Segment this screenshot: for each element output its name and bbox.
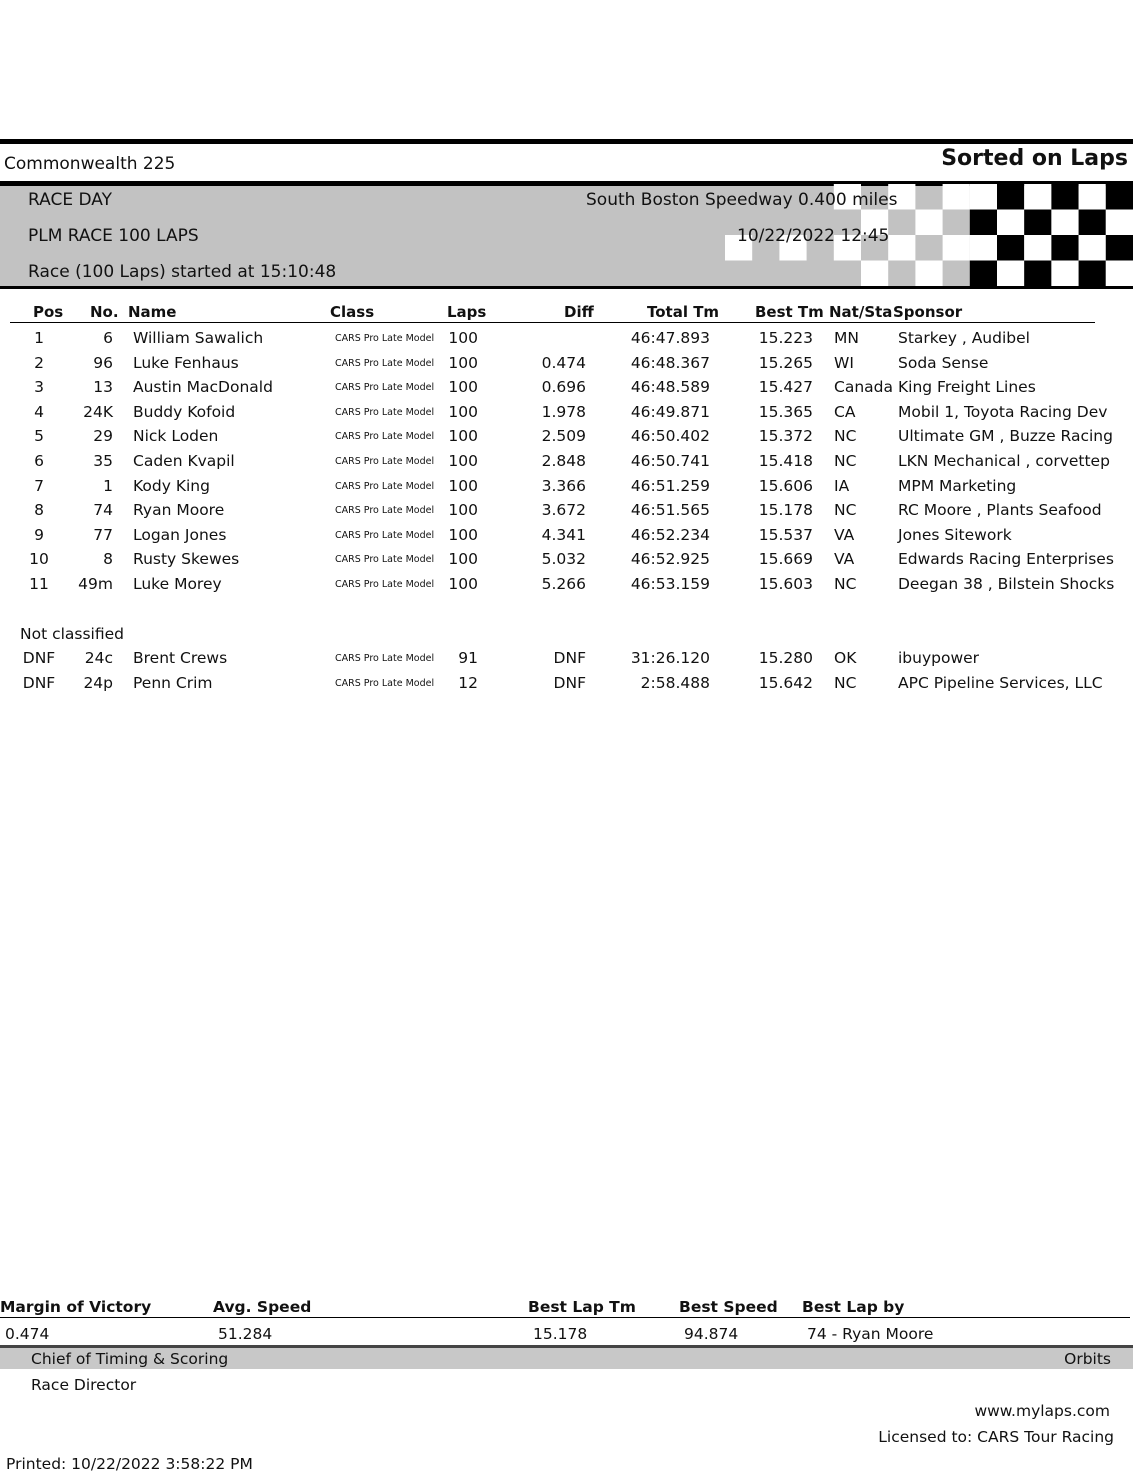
cell-class: CARS Pro Late Model [335, 456, 435, 467]
cell-best: 15.427 [758, 378, 813, 397]
cell-class: CARS Pro Late Model [335, 480, 435, 492]
cell-no: 24K [83, 402, 113, 421]
cell-no: 96 [93, 353, 113, 372]
event-name: Commonwealth 225 [4, 154, 176, 174]
cell-best: 15.372 [758, 427, 813, 446]
cell-diff: 0.474 [541, 353, 586, 372]
cell-pos: 8 [34, 501, 44, 520]
cell-nat: NC [834, 427, 857, 446]
cell-nat: IA [834, 476, 850, 495]
flag-square [1024, 210, 1051, 236]
session-name: PLM RACE 100 LAPS [28, 226, 199, 246]
track-info: South Boston Speedway 0.400 miles [586, 190, 898, 210]
table-row [0, 452, 1133, 476]
cell-pos: 6 [34, 452, 44, 470]
col-class: Class [330, 303, 375, 321]
cell-best: 15.265 [758, 353, 813, 372]
printed-timestamp: Printed: 10/22/2022 3:58:22 PM [6, 1455, 253, 1473]
cell-pos: 4 [34, 402, 44, 421]
cell-total: 46:49.871 [630, 402, 710, 421]
flag-square [1079, 184, 1106, 210]
orbits-label: Orbits [1064, 1350, 1111, 1368]
cell-name: Luke Fenhaus [133, 353, 239, 372]
cell-nat: OK [834, 649, 857, 667]
cell-total: 46:48.589 [630, 378, 710, 397]
flag-square [1024, 261, 1051, 287]
avg-speed-value: 51.284 [218, 1325, 273, 1343]
flag-square [1106, 210, 1133, 236]
table-row [0, 403, 1133, 427]
cell-name: Penn Crim [133, 674, 213, 692]
header-rule [0, 139, 1133, 144]
cell-laps: 100 [448, 501, 478, 520]
cell-sponsor: King Freight Lines [898, 378, 1036, 397]
cell-nat: VA [834, 525, 855, 544]
cell-diff: 2.848 [541, 452, 586, 470]
cell-diff: 5.032 [541, 550, 586, 569]
cell-nat: NC [834, 501, 857, 520]
flag-square [1106, 184, 1133, 210]
cell-no: 35 [93, 452, 113, 470]
cell-name: Buddy Kofoid [133, 402, 236, 421]
flag-square [915, 261, 942, 287]
flag-square [1051, 210, 1078, 236]
header-underline [10, 322, 1095, 323]
cell-total: 46:51.259 [630, 476, 710, 495]
table-row [0, 674, 1133, 698]
cell-total: 46:50.402 [630, 427, 710, 446]
cell-no: 77 [93, 525, 113, 544]
cell-no: 13 [93, 378, 113, 397]
table-row [0, 649, 1133, 673]
start-info: Race (100 Laps) started at 15:10:48 [28, 262, 337, 282]
cell-laps: 100 [448, 402, 478, 421]
cell-diff: 0.696 [541, 378, 586, 397]
sort-label: Sorted on Laps [941, 146, 1128, 171]
flag-square [1051, 184, 1078, 210]
cell-nat: NC [834, 674, 857, 692]
table-row [0, 329, 1133, 353]
flag-square [888, 235, 915, 261]
cell-sponsor: Jones Sitework [898, 525, 1012, 544]
cell-class: CARS Pro Late Model [335, 529, 435, 541]
cell-sponsor: RC Moore , Plants Seafood [898, 501, 1102, 520]
cell-best: 15.365 [758, 402, 813, 421]
cell-laps: 100 [448, 329, 478, 347]
flag-square [1079, 235, 1106, 261]
cell-no: 74 [93, 501, 113, 520]
cell-pos: 10 [29, 550, 49, 569]
cell-name: Luke Morey [133, 575, 222, 593]
margin-label: Margin of Victory [0, 1298, 152, 1316]
best-speed-value: 94.874 [684, 1325, 739, 1343]
summary-rule [0, 1317, 1130, 1318]
flag-square [943, 184, 970, 210]
cell-sponsor: Edwards Racing Enterprises [898, 550, 1114, 569]
cell-sponsor: Mobil 1, Toyota Racing Dev [898, 402, 1108, 421]
cell-class: CARS Pro Late Model [335, 678, 435, 689]
col-total: Total Tm [647, 303, 720, 321]
flag-square [1024, 184, 1051, 210]
cell-pos: 1 [34, 329, 44, 347]
cell-sponsor: Ultimate GM , Buzze Racing [898, 427, 1113, 446]
flag-square [1051, 235, 1078, 261]
cell-name: Logan Jones [133, 525, 227, 544]
cell-sponsor: LKN Mechanical , corvettep [898, 452, 1110, 470]
cell-name: Kody King [133, 476, 210, 495]
cell-laps: 91 [458, 649, 478, 667]
cell-sponsor: Soda Sense [898, 353, 989, 372]
cell-pos: 5 [34, 427, 44, 446]
cell-total: 46:51.565 [630, 501, 710, 520]
cell-laps: 100 [448, 353, 478, 372]
cell-no: 1 [103, 476, 113, 495]
cell-no: 6 [103, 329, 113, 347]
cell-pos: 7 [34, 476, 44, 495]
cell-sponsor: ibuypower [898, 649, 980, 667]
cell-laps: 100 [448, 452, 478, 470]
cell-name: Nick Loden [133, 427, 219, 446]
session-group: RACE DAY [28, 190, 112, 210]
cell-class: CARS Pro Late Model [335, 431, 435, 443]
flag-square [1106, 235, 1133, 261]
flag-square [997, 235, 1024, 261]
cell-class: CARS Pro Late Model [335, 406, 435, 418]
cell-pos: 3 [34, 378, 44, 397]
cell-diff: 5.266 [541, 575, 586, 593]
cell-laps: 100 [448, 378, 478, 397]
license-text: Licensed to: CARS Tour Racing [878, 1428, 1114, 1446]
flag-square [1106, 261, 1133, 287]
cell-sponsor: Starkey , Audibel [898, 329, 1030, 347]
cell-total: 46:53.159 [630, 575, 710, 593]
cell-class: CARS Pro Late Model [335, 505, 435, 517]
cell-diff: 1.978 [541, 402, 586, 421]
col-best: Best Tm [755, 303, 824, 321]
cell-no: 8 [103, 550, 113, 569]
cell-total: 46:52.234 [630, 525, 710, 544]
cell-diff: 3.672 [541, 501, 586, 520]
cell-laps: 100 [448, 427, 478, 446]
table-row [0, 550, 1133, 574]
cell-class: CARS Pro Late Model [335, 357, 435, 369]
cell-class: CARS Pro Late Model [335, 653, 435, 664]
table-row [0, 427, 1133, 451]
cell-diff: 2.509 [541, 427, 586, 446]
cell-pos: 9 [34, 525, 44, 544]
cell-laps: 100 [448, 575, 478, 593]
cell-nat: NC [834, 575, 857, 593]
session-datetime: 10/22/2022 12:45 [737, 226, 890, 246]
cell-class: CARS Pro Late Model [335, 554, 435, 566]
flag-square [970, 235, 997, 261]
best-lap-by-label: Best Lap by [802, 1298, 905, 1316]
cell-pos: 11 [29, 575, 49, 593]
flag-square [915, 210, 942, 236]
cell-pos: DNF [22, 649, 56, 667]
cell-no: 24c [84, 649, 113, 667]
chief-timing-label: Chief of Timing & Scoring [31, 1350, 229, 1368]
cell-best: 15.178 [758, 501, 813, 520]
best-lap-tm-label: Best Lap Tm [528, 1298, 636, 1316]
cell-name: Ryan Moore [133, 501, 225, 520]
col-nat: Nat/Sta [829, 303, 893, 321]
flag-square [997, 210, 1024, 236]
cell-class: CARS Pro Late Model [335, 333, 435, 344]
flag-square [861, 261, 888, 287]
cell-total: 46:52.925 [630, 550, 710, 569]
cell-diff: 3.366 [541, 476, 586, 495]
cell-pos: DNF [22, 674, 56, 692]
cell-name: Rusty Skewes [133, 550, 240, 569]
table-row [0, 501, 1133, 525]
cell-class: CARS Pro Late Model [335, 382, 435, 394]
cell-best: 15.669 [758, 550, 813, 569]
best-lap-tm-value: 15.178 [533, 1325, 588, 1343]
table-row [0, 477, 1133, 501]
flag-square [997, 261, 1024, 287]
cell-nat: VA [834, 550, 855, 569]
cell-nat: CA [834, 402, 856, 421]
cell-class: CARS Pro Late Model [335, 579, 435, 590]
margin-value: 0.474 [5, 1325, 50, 1343]
table-row [0, 378, 1133, 402]
cell-laps: 100 [448, 550, 478, 569]
cell-total: 46:50.741 [630, 452, 710, 470]
cell-best: 15.642 [758, 674, 813, 692]
table-row [0, 354, 1133, 378]
table-row [0, 526, 1133, 550]
cell-best: 15.606 [758, 476, 813, 495]
cell-no: 29 [93, 427, 113, 446]
flag-square [1079, 210, 1106, 236]
cell-total: 46:48.367 [630, 353, 710, 372]
col-sponsor: Sponsor [893, 303, 963, 321]
cell-best: 15.280 [758, 649, 813, 667]
cell-diff: DNF [553, 674, 586, 692]
best-speed-label: Best Speed [679, 1298, 778, 1316]
cell-best: 15.418 [758, 452, 813, 470]
website-link[interactable]: www.mylaps.com [974, 1402, 1110, 1420]
cell-nat: MN [834, 329, 859, 347]
flag-square [943, 235, 970, 261]
cell-name: Austin MacDonald [133, 378, 273, 397]
col-diff: Diff [564, 303, 594, 321]
not-classified-label: Not classified [20, 625, 125, 643]
cell-laps: 100 [448, 476, 478, 495]
cell-diff: 4.341 [541, 525, 586, 544]
cell-name: Caden Kvapil [133, 452, 235, 470]
cell-laps: 12 [458, 674, 478, 692]
col-pos: Pos [33, 303, 64, 321]
cell-diff: DNF [553, 649, 586, 667]
table-row [0, 575, 1133, 599]
flag-square [970, 184, 997, 210]
cell-no: 24p [83, 674, 113, 692]
cell-sponsor: MPM Marketing [898, 476, 1017, 495]
cell-nat: WI [834, 353, 854, 372]
cell-sponsor: Deegan 38 , Bilstein Shocks [898, 575, 1115, 593]
flag-square [1024, 235, 1051, 261]
best-lap-by-value: 74 - Ryan Moore [807, 1325, 934, 1343]
col-no: No. [90, 303, 119, 321]
cell-laps: 100 [448, 525, 478, 544]
cell-total: 2:58.488 [640, 674, 710, 692]
cell-best: 15.537 [758, 525, 813, 544]
cell-pos: 2 [34, 353, 44, 372]
cell-total: 46:47.893 [630, 329, 710, 347]
avg-speed-label: Avg. Speed [213, 1298, 312, 1316]
col-laps: Laps [447, 303, 487, 321]
cell-nat: Canada [834, 378, 893, 397]
flag-square [1051, 261, 1078, 287]
flag-square [970, 261, 997, 287]
cell-name: Brent Crews [133, 649, 228, 667]
flag-square [1079, 261, 1106, 287]
col-name: Name [128, 303, 177, 321]
race-director-label: Race Director [31, 1376, 137, 1394]
cell-best: 15.223 [758, 329, 813, 347]
flag-square [970, 210, 997, 236]
flag-square [997, 184, 1024, 210]
cell-sponsor: APC Pipeline Services, LLC [898, 674, 1103, 692]
cell-nat: NC [834, 452, 857, 470]
cell-no: 49m [78, 575, 113, 593]
cell-name: William Sawalich [133, 329, 264, 347]
cell-total: 31:26.120 [630, 649, 710, 667]
cell-best: 15.603 [758, 575, 813, 593]
